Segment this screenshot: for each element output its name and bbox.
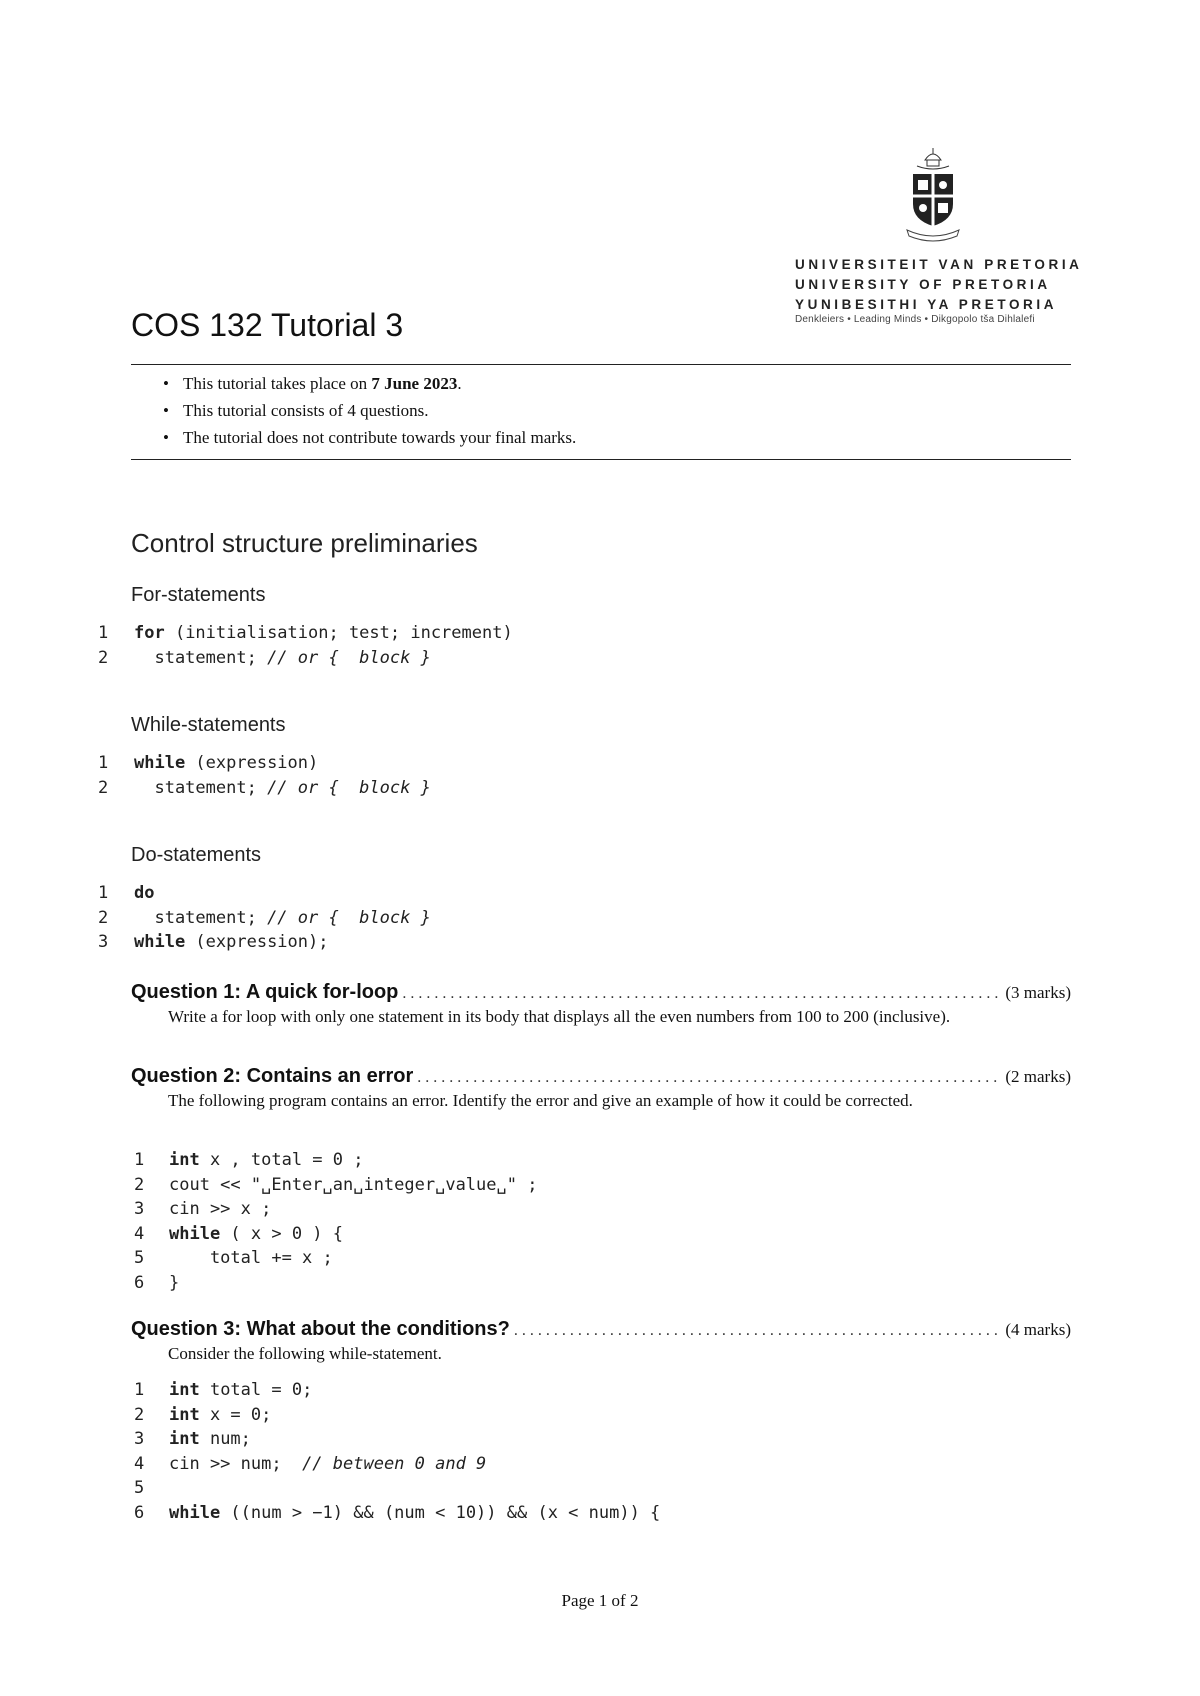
question-3-marks: (4 marks): [1005, 1320, 1071, 1339]
code-text: cin >> x ;: [169, 1199, 272, 1219]
code-line: [98, 906, 431, 931]
code-comment: // or { block }: [267, 777, 431, 798]
code-block-do: [98, 881, 431, 955]
code-block-question-3: [134, 1378, 660, 1525]
code-comment: // or { block }: [267, 647, 431, 668]
code-text: statement;: [134, 777, 268, 798]
code-text: cout << "␣Enter␣an␣integer␣value␣" ;: [169, 1174, 538, 1195]
line-number: 3: [98, 932, 109, 952]
code-keyword: while: [169, 1502, 221, 1523]
subsection-do: Do-statements: [131, 844, 262, 866]
code-line: [134, 1427, 660, 1452]
university-name-sepedi: YUNIBESITHI YA PRETORIA: [795, 297, 1058, 312]
code-line: [98, 881, 431, 906]
code-comment: // between 0 and 9: [302, 1453, 487, 1474]
line-number: 2: [134, 1174, 145, 1195]
subsection-while: While-statements: [131, 714, 286, 736]
code-text: }: [169, 1272, 180, 1293]
university-name-afrikaans: UNIVERSITEIT VAN PRETORIA: [795, 257, 1083, 272]
code-keyword: int: [169, 1150, 200, 1170]
code-keyword: do: [134, 883, 155, 903]
line-number: 2: [98, 777, 109, 798]
line-number: 3: [134, 1199, 145, 1219]
code-text: statement;: [134, 907, 268, 928]
code-block-for: [98, 621, 513, 670]
line-number: 5: [134, 1248, 145, 1268]
code-text: x = 0;: [199, 1404, 272, 1425]
info-item-questions: • This tutorial consists of 4 questions.: [163, 397, 576, 424]
line-number: 4: [134, 1453, 145, 1474]
question-1-marks: (3 marks): [1005, 983, 1071, 1002]
code-keyword: int: [169, 1404, 200, 1425]
code-text: total = 0;: [199, 1380, 313, 1400]
line-number: 4: [134, 1223, 145, 1244]
line-number: 1: [134, 1150, 145, 1170]
code-text: ((num > −1) && (num < 10)) && (x < num)) {: [220, 1502, 661, 1523]
question-3-body: Consider the following while-statement.: [168, 1344, 442, 1363]
question-3-heading: [131, 1317, 1071, 1343]
leader-dots: [402, 982, 1001, 1006]
code-line: [134, 1246, 537, 1271]
code-line: [134, 1173, 537, 1198]
line-number: 1: [98, 753, 109, 773]
subsection-for: For-statements: [131, 584, 266, 606]
question-1-title: Question 1: A quick for-loop: [131, 981, 399, 1003]
info-list: [163, 370, 576, 451]
question-2-title: Question 2: Contains an error: [131, 1065, 414, 1087]
info-item-date: • This tutorial takes place on 7 June 2023.: [163, 370, 576, 397]
code-text: (expression): [185, 753, 319, 773]
info-item-marks: • The tutorial does not contribute towards your final marks.: [163, 424, 576, 451]
university-name-english: UNIVERSITY OF PRETORIA: [795, 277, 1051, 292]
page-footer: Page 1 of 2: [561, 1591, 639, 1610]
line-number: 1: [98, 883, 109, 903]
line-number: 6: [134, 1272, 145, 1293]
code-line: [134, 1222, 537, 1247]
code-text: (initialisation; test; increment): [164, 623, 513, 643]
code-keyword: while: [134, 753, 186, 773]
code-line: [98, 751, 431, 776]
line-number: 6: [134, 1502, 145, 1523]
code-line: [134, 1271, 537, 1296]
code-text: ( x > 0 ) {: [220, 1223, 344, 1244]
code-line: [134, 1501, 660, 1526]
bottom-rule: [131, 459, 1071, 460]
code-text: x , total = 0 ;: [199, 1150, 364, 1170]
line-number: 5: [134, 1478, 145, 1498]
line-number: 2: [98, 907, 109, 928]
code-line: [98, 621, 513, 646]
code-text: (expression);: [185, 932, 329, 952]
code-line: [98, 646, 513, 671]
question-2-body: The following program contains an error. Identify the error and give an example of how it could be corrected.: [168, 1091, 913, 1110]
question-3-title: Question 3: What about the conditions?: [131, 1318, 510, 1340]
code-line: [134, 1476, 660, 1501]
code-line: [134, 1403, 660, 1428]
code-line: [134, 1148, 537, 1173]
code-line: [134, 1378, 660, 1403]
question-2-marks: (2 marks): [1005, 1067, 1071, 1086]
leader-dots: [514, 1319, 1002, 1343]
code-keyword: int: [169, 1380, 200, 1400]
code-block-question-2: [134, 1148, 537, 1295]
code-line: [134, 1197, 537, 1222]
page-title: COS 132 Tutorial 3: [131, 307, 404, 343]
question-1-body: Write a for loop with only one statement in its body that displays all the even numbers from 100 to 200 (inclusive).: [168, 1007, 951, 1026]
code-line: [134, 1452, 660, 1477]
university-motto: Denkleiers • Leading Minds • Dikgopolo tša Dihlalefi: [795, 314, 1035, 325]
leader-dots: [417, 1066, 1001, 1090]
question-2-heading: [131, 1064, 1071, 1090]
university-crest-logo: [903, 146, 963, 244]
code-text: total += x ;: [169, 1248, 333, 1268]
code-keyword: while: [134, 932, 186, 952]
code-text: cin >> num;: [169, 1453, 303, 1474]
code-block-while: [98, 751, 431, 800]
line-number: 1: [134, 1380, 145, 1400]
code-comment: // or { block }: [267, 907, 431, 928]
code-keyword: while: [169, 1223, 221, 1244]
line-number: 2: [98, 647, 109, 668]
code-text: num;: [199, 1429, 251, 1449]
line-number: 2: [134, 1404, 145, 1425]
code-text: statement;: [134, 647, 268, 668]
code-line: [98, 776, 431, 801]
code-keyword: int: [169, 1429, 200, 1449]
line-number: 3: [134, 1429, 145, 1449]
top-rule: [131, 364, 1071, 365]
code-keyword: for: [134, 623, 165, 643]
section-title: Control structure preliminaries: [131, 528, 478, 558]
line-number: 1: [98, 623, 109, 643]
question-1-heading: [131, 980, 1071, 1006]
code-line: [98, 930, 431, 955]
